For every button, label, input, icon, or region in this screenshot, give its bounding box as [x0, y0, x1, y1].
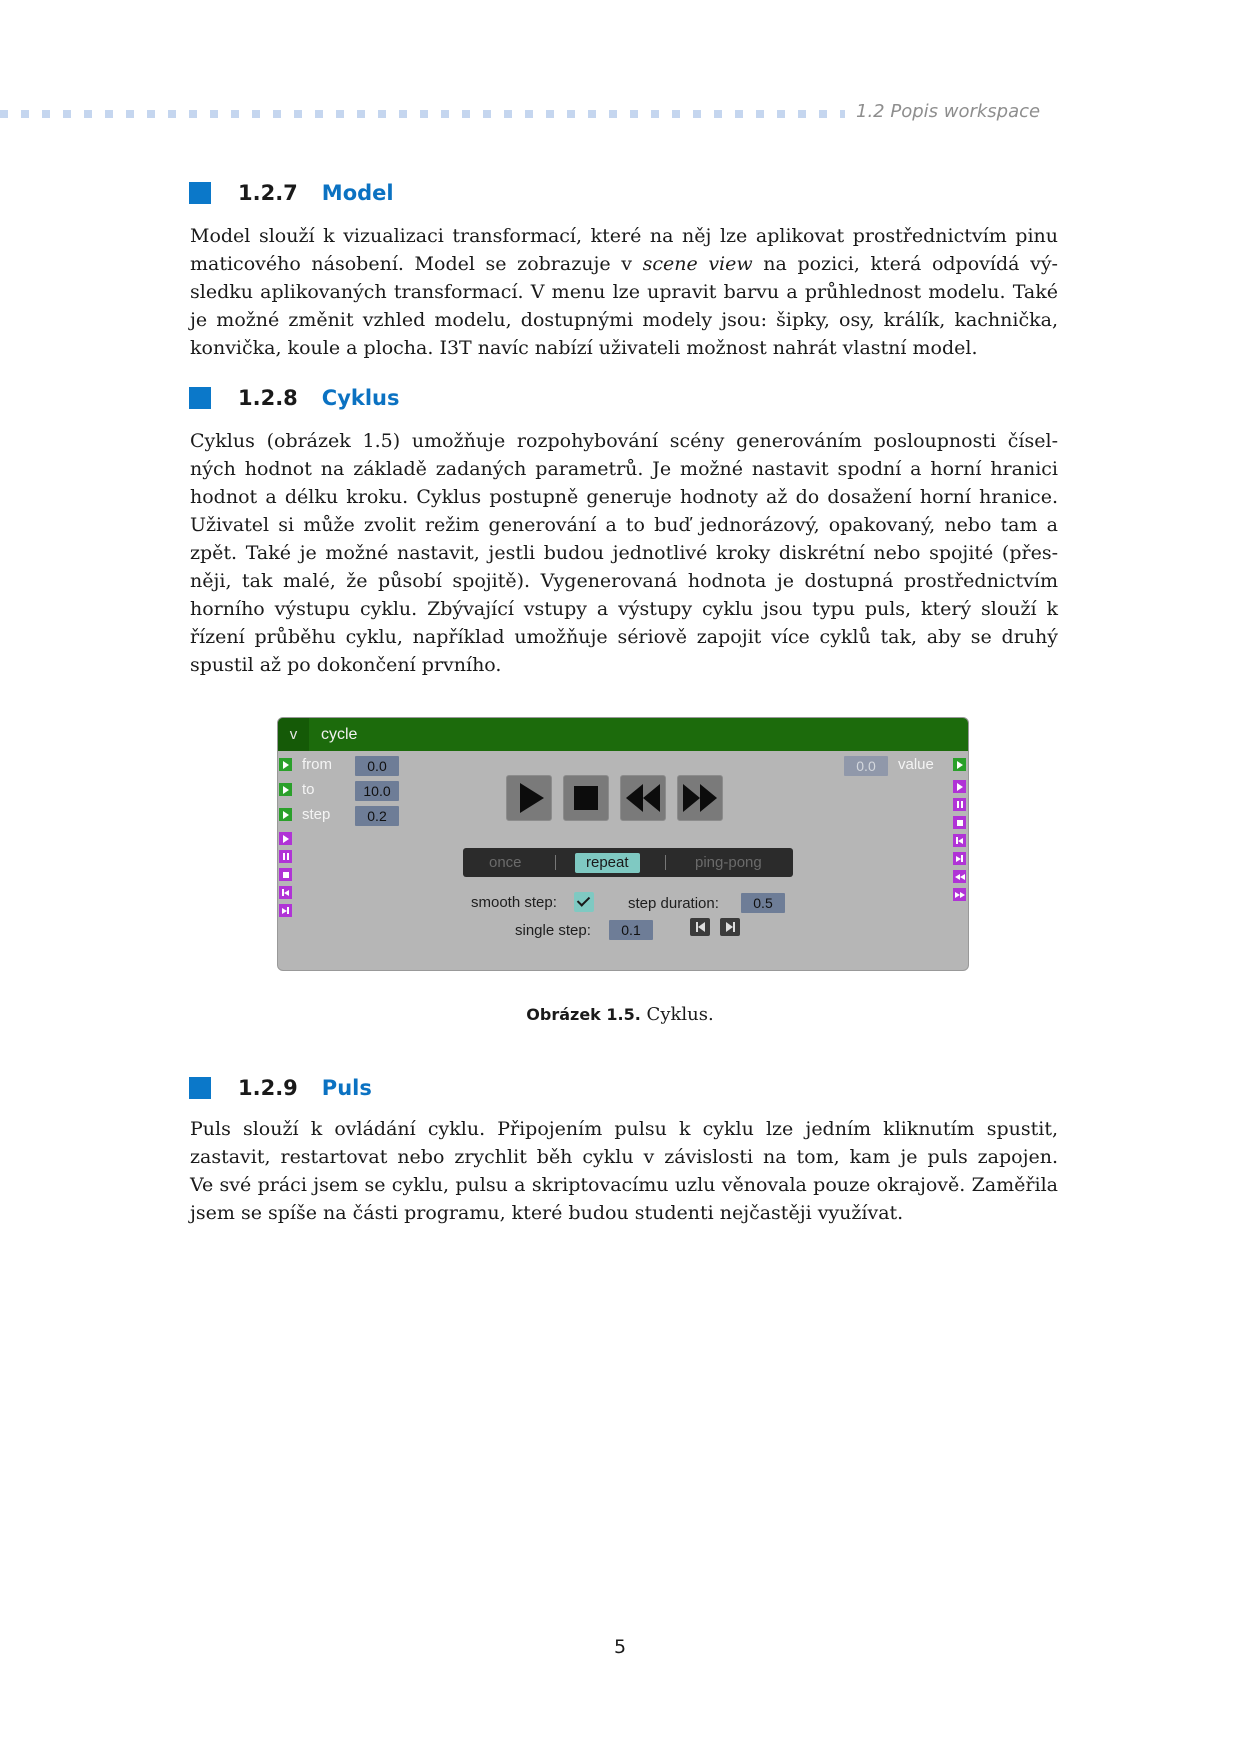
fast-forward-icon [683, 784, 717, 812]
text-line: sledku aplikovaných transformací. V menu lze upravit barvu a průhlednost modelu. Také [190, 281, 1058, 303]
node-header [278, 718, 968, 751]
text-line: maticového násobení. Model se zobrazuje v scene view na pozici, která odpovídá vý- [190, 253, 1058, 275]
text-line: zpět. Také je možné nastavit, jestli budou jednotlivé kroky diskrétní nebo spojité (přes- [190, 542, 1058, 564]
text-line: Puls slouží k ovládání cyklu. Připojením pulsu k cyklu lze jedním kliknutím spustit, [190, 1118, 1058, 1140]
paragraph-cyklus [190, 427, 1058, 679]
output-pulse-rewind-icon[interactable] [953, 834, 966, 847]
single-step-field[interactable]: 0.1 [609, 920, 653, 940]
text-line: zastavit, restartovat nebo zrychlit běh cyklu v závislosti na tom, kam je puls zapojen. [190, 1146, 1058, 1168]
text-line: je možné změnit vzhled modelu, dostupnými modely jsou: šipky, osy, králík, kachnička, [190, 309, 1058, 331]
input-label-step: step [302, 806, 331, 823]
to-field[interactable]: 10.0 [355, 781, 399, 801]
figure-caption [0, 1004, 1240, 1025]
step-duration-field[interactable]: 0.5 [741, 893, 785, 913]
section-heading-cyklus [189, 385, 400, 411]
caption-text: Cyklus. [646, 1004, 714, 1025]
section-number: 1.2.7 [238, 181, 298, 205]
input-label-to: to [302, 781, 315, 798]
section-title: Model [321, 181, 394, 205]
input-label-from: from [302, 756, 332, 773]
play-icon [520, 783, 544, 813]
text-line: Ve své práci jsem se cyklu, pulsu a skriptovacímu uzlu věnovala pouze okrajově. Zaměřila [190, 1174, 1058, 1196]
rewind-icon [626, 784, 660, 812]
input-pulse-rewind-icon[interactable] [279, 886, 292, 899]
mode-ping-pong[interactable]: ping-pong [695, 854, 762, 871]
output-pulse-forward-icon[interactable] [953, 852, 966, 865]
paragraph-model [190, 222, 1058, 362]
section-title: Cyklus [321, 386, 400, 410]
step-back-button[interactable] [690, 918, 710, 936]
step-field[interactable]: 0.2 [355, 806, 399, 826]
paragraph-puls [190, 1115, 1058, 1227]
stop-button[interactable] [563, 775, 609, 821]
node-title: cycle [321, 726, 358, 743]
text-line: něji, tak malé, že působí spojitě). Vygenerovaná hodnota je dostupná prostřednictvím [190, 570, 1058, 592]
running-header: 1.2 Popis workspace [856, 101, 1041, 122]
text-line: řízení průběhu cyklu, například umožňuje sériově zapojit více cyklů tak, aby se druhý [190, 626, 1058, 648]
header-dotted-rule [0, 110, 845, 118]
input-pin-from[interactable] [279, 758, 292, 771]
input-pin-step[interactable] [279, 808, 292, 821]
single-step-label: single step: [515, 922, 591, 939]
page-number: 5 [613, 1636, 627, 1658]
section-marker-icon [189, 387, 211, 409]
section-title: Puls [321, 1076, 372, 1100]
output-value-field: 0.0 [844, 756, 888, 776]
fast-forward-button[interactable] [677, 775, 723, 821]
caption-label: Obrázek 1.5. [526, 1005, 641, 1024]
cycle-node-figure [277, 717, 969, 971]
output-pulse-stop-icon[interactable] [953, 816, 966, 829]
rewind-button[interactable] [620, 775, 666, 821]
input-pin-to[interactable] [279, 783, 292, 796]
input-pulse-stop-icon[interactable] [279, 868, 292, 881]
step-forward-button[interactable] [720, 918, 740, 936]
input-pulse-pause-icon[interactable] [279, 850, 292, 863]
input-pulse-play-icon[interactable] [279, 832, 292, 845]
mode-repeat[interactable]: repeat [575, 853, 640, 873]
output-pulse-play-icon[interactable] [953, 780, 966, 793]
output-pulse-pause-icon[interactable] [953, 798, 966, 811]
output-pin-value[interactable] [953, 758, 966, 771]
section-heading-model [189, 180, 394, 206]
mode-separator [555, 855, 556, 870]
stop-icon [574, 786, 598, 810]
section-number: 1.2.9 [238, 1076, 298, 1100]
section-marker-icon [189, 182, 211, 204]
section-heading-puls [189, 1075, 372, 1101]
from-field[interactable]: 0.0 [355, 756, 399, 776]
input-pulse-forward-icon[interactable] [279, 904, 292, 917]
mode-separator [665, 855, 666, 870]
mode-selector [463, 848, 793, 877]
mode-once[interactable]: once [489, 854, 522, 871]
output-pulse-begin-icon[interactable] [953, 870, 966, 883]
emphasis-scene-view: scene view [642, 253, 753, 275]
text-line: konvička, koule a plocha. I3T navíc nabízí uživateli možnost nahrát vlastní model. [190, 337, 978, 359]
collapse-button[interactable]: v [278, 718, 309, 751]
output-pulse-end-icon[interactable] [953, 888, 966, 901]
step-duration-label: step duration: [628, 895, 719, 912]
text-line: horního výstupu cyklu. Zbývající vstupy a výstupy cyklu jsou typu puls, který slouží k [190, 598, 1058, 620]
text-line: Cyklus (obrázek 1.5) umožňuje rozpohybování scény generováním posloupnosti čísel- [190, 430, 1058, 452]
text-line: ných hodnot na základě zadaných parametrů. Je možné nastavit spodní a horní hranici [190, 458, 1058, 480]
text-line: jsem se spíše na části programu, které budou studenti nejčastěji využívat. [190, 1202, 904, 1224]
text-line: spustil až po dokončení prvního. [190, 654, 502, 676]
text-line: hodnot a délku kroku. Cyklus postupně generuje hodnoty až do dosažení horní hranice. [190, 486, 1058, 508]
output-label-value: value [898, 756, 934, 773]
text-line: Uživatel si může zvolit režim generování a to buď jednorázový, opakovaný, nebo tam a [190, 514, 1058, 536]
text-line: Model slouží k vizualizaci transformací, které na něj lze aplikovat prostřednictvím pinu [190, 225, 1058, 247]
section-number: 1.2.8 [238, 386, 298, 410]
smooth-step-label: smooth step: [471, 894, 557, 911]
smooth-step-checkbox[interactable] [574, 892, 594, 912]
play-button[interactable] [506, 775, 552, 821]
section-marker-icon [189, 1077, 211, 1099]
